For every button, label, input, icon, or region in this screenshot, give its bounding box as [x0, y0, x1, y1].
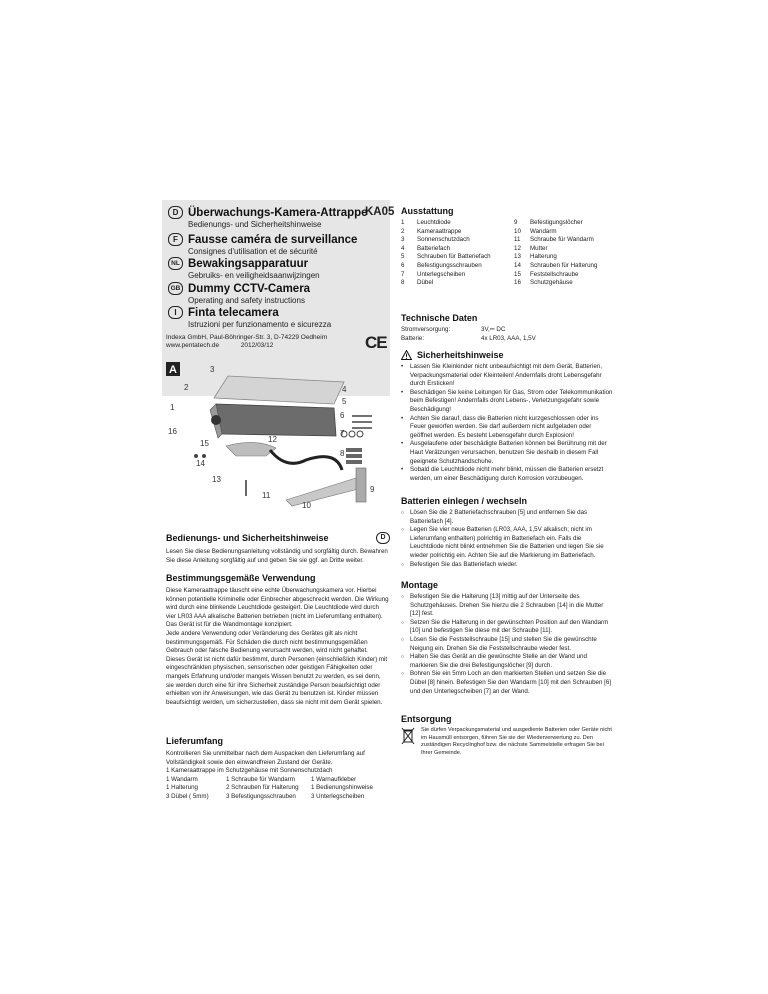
scope-cell: 3 Unterlegscheiben [311, 792, 365, 800]
part-number: 1 [401, 219, 405, 226]
mounting-step: ○ Befestigen Sie die Halterung [13] mittig auf der Unterseite des Schutzgehäuses. Drehen Sie hierzu die 2 Schrauben [14] in die Mutter [12] fest. [401, 593, 613, 619]
lang-title: Bewakingsapparatuur [188, 257, 309, 270]
callout-11: 11 [262, 491, 271, 500]
callout-12: 12 [268, 435, 277, 444]
lang-title: Dummy CCTV-Camera [188, 282, 311, 295]
section-title: Ausstattung [401, 206, 454, 216]
part-row [401, 271, 500, 280]
battery-step: ○ Befestigen Sie das Batteriefach wieder. [401, 561, 613, 570]
battery-step: ○ Legen Sie vier neue Batterien (LR03, AAA, 1,5V alkalisch; nicht im Lieferumfang enthalten) polrichtig im Batteriefach ein. Falls die Leuchtdiode nicht blinkt entnehmen Sie die Batterien und legen Sie sie wieder polrichtig ein. Achten Sie auf die Markierung im Batteriefach. [401, 526, 613, 560]
part-number: 5 [401, 253, 405, 261]
scope-table [166, 776, 390, 802]
callout-6: 6 [340, 411, 345, 420]
housing-shape [216, 404, 336, 436]
dowel-shape [346, 448, 362, 452]
part-label: Befestigungslöcher [530, 219, 583, 226]
scope-line: 1 Kameraattrappe im Schutzgehäuse mit Sonnenschutzdach [166, 767, 333, 775]
callout-13: 13 [212, 475, 221, 484]
part-number: 2 [401, 227, 405, 235]
scope-cell: 1 Wandarm [166, 775, 198, 783]
section-sicherheit [401, 350, 613, 483]
part-number: 3 [401, 236, 405, 244]
section-title: Lieferumfang [166, 736, 224, 746]
mounting-step: ○ Lösen Sie die Feststellschraube [15] und stellen Sie die gewünschte Neigung ein. Drehen Sie die Feststellschraube wieder fest. [401, 636, 613, 653]
safety-list [401, 363, 613, 483]
scope-cell: 1 Schraube für Wandarm [226, 775, 295, 783]
part-label: Unterlegscheiben [417, 270, 466, 278]
section-montage [401, 580, 613, 696]
tech-value: 3V,⎓ DC [481, 326, 506, 333]
part-row [514, 279, 613, 288]
part-label: Schrauben für Batteriefach [417, 253, 491, 261]
lang-subtitle: Consignes d'utilisation et de sécurité [188, 247, 318, 256]
lang-block-nl [168, 257, 388, 280]
lang-title: Überwachungs-Kamera-Attrappe [188, 206, 368, 219]
part-label: Sonnenschutzdach [417, 236, 470, 244]
part-row [401, 228, 500, 237]
section-text: Kontrollieren Sie unmittelbar nach dem Auspacken den Lieferumfang auf Vollständigkeit sowie den einwandfreien Zustand der Geräte. [166, 750, 365, 766]
lang-block-it [168, 306, 388, 329]
tech-table [401, 326, 613, 343]
tech-label: Stromversorgung: [401, 326, 451, 333]
safety-item: • Lassen Sie Kleinkinder nicht unbeaufsichtigt mit dem Gerät, Batterien, Verpackungsmaterial oder Kleinteilen! Andernfalls droht Lebensgefahr durch Ersticken! [401, 363, 613, 389]
callout-10: 10 [302, 501, 311, 510]
section-title: Sicherheitshinweise [417, 350, 504, 360]
section-text: Lesen Sie diese Bedienungsanleitung vollständig und sorgfältig durch. Bewahren Sie diese Anleitung sorgfältig auf und geben Sie sie ggf. an Dritte weiter. [166, 548, 388, 564]
part-number: 16 [514, 279, 521, 287]
part-row [401, 219, 500, 228]
part-row [401, 253, 500, 262]
part-row [514, 236, 613, 245]
tech-value: 4x LR03, AAA, 1,5V [481, 334, 536, 342]
part-row [401, 279, 500, 288]
camera-illustration [166, 360, 390, 520]
safety-item: • Sobald die Leuchtdiode nicht mehr blinkt, müssen die Batterien ersetzt werden, um einer Beschädigung durch Korrosion vorzubeugen. [401, 466, 613, 483]
parts-list-left [401, 219, 500, 288]
section-technische-daten [401, 313, 613, 343]
callout-1: 1 [170, 403, 175, 412]
parts-list-right [500, 219, 613, 288]
lang-title: Finta telecamera [188, 306, 279, 319]
section-title: Batterien einlegen / wechseln [401, 496, 528, 506]
section-ausstattung [401, 206, 613, 288]
mount-shape [226, 442, 276, 456]
part-row [514, 219, 613, 228]
parts-list [401, 219, 613, 288]
part-label: Befestigungsschrauben [417, 261, 482, 269]
part-number: 12 [514, 244, 521, 252]
scope-cell: 1 Bedienungshinweise [311, 784, 373, 792]
part-row [514, 253, 613, 262]
lang-block-fr [168, 233, 388, 256]
lang-subtitle: Operating and safety instructions [188, 296, 305, 305]
lens-shape [211, 415, 221, 425]
lang-code: NL [168, 257, 183, 270]
weee-bin-icon [401, 727, 415, 745]
warning-icon [401, 350, 412, 360]
callout-14: 14 [196, 459, 205, 468]
scope-cell: 2 Schrauben für Halterung [226, 784, 299, 792]
lang-subtitle: Bedienungs- und Sicherheitshinweise [188, 220, 322, 229]
part-label: Feststellschraube [530, 270, 579, 278]
part-label: Dübel [417, 279, 434, 287]
lang-block-gb [168, 282, 388, 305]
lang-subtitle: Gebruiks- en veiligheidsaanwijzingen [188, 271, 320, 280]
callout-4: 4 [342, 385, 347, 394]
document-date: 2012/03/12 [240, 342, 274, 349]
part-number: 6 [401, 261, 405, 269]
product-figure [166, 360, 390, 520]
part-label: Batteriefach [417, 244, 451, 252]
part-label: Leuchtdiode [417, 219, 451, 226]
part-row [401, 262, 500, 271]
callout-8: 8 [340, 449, 345, 458]
dowel-shape [346, 454, 362, 458]
battery-steps-list [401, 509, 613, 569]
section-text: Diese Kameraattrappe täuscht eine echte Überwachungskamera vor. Hierbei können potentielle Kriminelle oder Einbrecher abgeschreckt werden. Die Wirkung wird durch eine blinkende Leuchtdiode gesteigert. Die Leuchtdiode wird durch vier LR03 AAA alkalische Batterien betrieben (nicht im Lieferumfang enthalten). Das Gerät ist für die Wandmontage konzipiert. Jede andere Verwendung oder Veränderung des Gerätes gilt als nicht bestimmungsgemäß. Für Schäden die durch nicht bestimmungsgemäßen Gebrauch oder falsche Bedienung verursacht werden, wird nicht gehaftet. Dieses Gerät ist nicht dafür bestimmt, durch Personen (einschließlich Kinder) mit eingeschränkten physischen, sensorischen oder geistigen Fähigkeiten oder mangels Erfahrung und/oder mangels Wissen benutzt zu werden, es sei denn, sie werden durch eine für ihre Sicherheit zuständige Person beaufsichtigt oder erhielten von ihr Anweisungen, wie das Gerät zu benutzen ist. Kinder müssen beaufsichtigt werden, um sicherzustellen, dass sie nicht mit dem Gerät spielen. [166, 587, 389, 706]
scope-cell: 3 Dübel ( 5mm) [166, 792, 209, 800]
lang-subtitle: Istruzioni per funzionamento e sicurezza [188, 320, 332, 329]
scope-cell: 1 Halterung [166, 784, 198, 792]
section-title: Technische Daten [401, 313, 478, 323]
mounting-step: ○ Halten Sie das Gerät an die gewünschte Stelle an der Wand und markieren Sie die drei Befestigungslöcher [9] durch. [401, 653, 613, 670]
callout-16: 16 [168, 427, 177, 436]
part-label: Halterung [530, 253, 557, 261]
section-title: Entsorgung [401, 714, 452, 724]
wall-plate-shape [356, 468, 366, 502]
part-number: 13 [514, 253, 521, 261]
part-number: 9 [514, 219, 518, 226]
mounting-step: ○ Setzen Sie die Halterung in der gewünschten Position auf den Wandarm [10] und befestigen Sie diese mit der Schraube [11]. [401, 619, 613, 636]
wall-arm-shape [286, 478, 362, 506]
part-row [514, 271, 613, 280]
part-row [514, 245, 613, 254]
section-entsorgung [401, 714, 613, 757]
mounting-step: ○ Bohren Sie ein 5mm Loch an den markierten Stellen und setzen Sie die Dübel [8] hinein. Befestigen Sie den Wandarm [10] mit den Schrauben [6] und den Unterlegscheiben [7] an der Wand. [401, 670, 613, 696]
section-bedienung [166, 532, 390, 565]
section-verwendung [166, 573, 390, 707]
part-number: 8 [401, 279, 405, 287]
disposal-text: Sie dürfen Verpackungsmaterial und ausgediente Batterien oder Geräte nicht im Hausmüll entsorgen, führen Sie sie der Wiederverwertung zu. Den zuständigen Recyclinghof bzw. die nächste Sammelstelle erfragen Sie bei Ihrer Gemeinde. [421, 727, 612, 756]
part-number: 11 [514, 236, 521, 244]
part-number: 14 [514, 261, 521, 269]
part-number: 10 [514, 227, 521, 235]
part-row [514, 228, 613, 237]
battery-step: ○ Lösen Sie die 2 Batteriefachschrauben [5] und entfernen Sie das Batteriefach [4]. [401, 509, 613, 526]
part-row [514, 262, 613, 271]
scope-cell: 3 Befestigungsschrauben [226, 792, 296, 800]
washer-shape [357, 431, 363, 437]
lang-code: F [168, 233, 183, 246]
cable-shape [270, 450, 342, 470]
section-batterien [401, 496, 613, 569]
callout-5: 5 [342, 397, 347, 406]
part-row [401, 245, 500, 254]
company-website: www.pentatech.de [166, 342, 220, 349]
part-row [401, 236, 500, 245]
part-label: Schutzgehäuse [530, 279, 573, 287]
callout-7: 7 [340, 429, 345, 438]
part-number: 7 [401, 270, 405, 278]
lang-title: Fausse caméra de surveillance [188, 233, 358, 246]
figure-label: A [169, 364, 177, 376]
part-label: Kameraattrappe [417, 227, 462, 235]
section-title: Bestimmungsgemäße Verwendung [166, 573, 316, 583]
safety-item: • Achten Sie darauf, dass die Batterien nicht kurzgeschlossen oder ins Feuer geworfen werden. Sie darf außerdem nicht aufgeladen oder geöffnet werden. Es besteht Lebensgefahr durch Explosion! [401, 415, 613, 441]
lang-block-de [168, 206, 388, 229]
lang-code: D [168, 206, 183, 219]
callout-15: 15 [200, 439, 209, 448]
model-number: KA05 [365, 206, 395, 218]
sun-shield-shape [214, 376, 344, 404]
dowel-shape [346, 460, 362, 464]
language-badge: D [376, 532, 390, 544]
part-label: Schrauben für Halterung [530, 261, 598, 269]
screw-shape [202, 454, 206, 458]
safety-item: • Beschädigen Sie keine Leitungen für Gas, Strom oder Telekommunikation beim Befestigen! Andernfalls droht Lebens-, Verletzungsgefahr sowie Beschädigung! [401, 389, 613, 415]
section-lieferumfang [166, 736, 390, 802]
part-label: Mutter [530, 244, 548, 252]
safety-item: • Ausgelaufene oder beschädigte Batterien können bei Berührung mit der Haut Verätzungen verursachen, benutzen Sie deshalb in diesem Fall geeignete Schutzhandschuhe. [401, 440, 613, 466]
mounting-steps-list [401, 593, 613, 696]
scope-cell: 1 Warnaufkleber [311, 775, 357, 783]
company-info [166, 334, 327, 350]
lang-code: GB [168, 282, 183, 295]
part-label: Wandarm [530, 227, 557, 235]
washer-shape [349, 431, 355, 437]
section-title: Montage [401, 580, 438, 590]
callout-3: 3 [210, 365, 215, 374]
ce-mark: CE [365, 333, 387, 352]
section-title: Bedienungs- und Sicherheitshinweise [166, 533, 329, 543]
callout-2: 2 [184, 383, 189, 392]
lang-code: I [168, 306, 183, 319]
company-address: Indexa GmbH, Paul-Böhringer-Str. 3, D-74229 Oedheim [166, 334, 328, 341]
part-label: Schraube für Wandarm [530, 236, 594, 244]
part-number: 15 [514, 270, 521, 278]
tech-label: Batterie: [401, 334, 425, 342]
part-number: 4 [401, 244, 405, 252]
screw-shape [194, 454, 198, 458]
callout-9: 9 [370, 485, 375, 494]
